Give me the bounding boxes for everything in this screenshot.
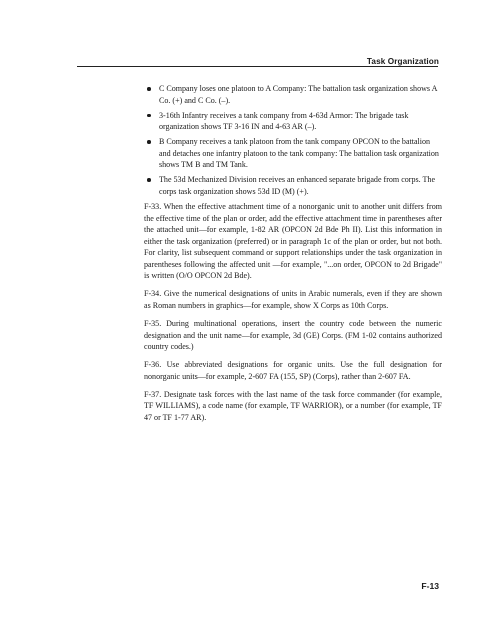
bullet-text: The 53d Mechanized Division receives an enhanced separate brigade from corps. The corps task organization shows 53d ID (M) (+). bbox=[159, 175, 436, 196]
bullet-list bbox=[144, 83, 442, 198]
page-number: F-13 bbox=[421, 581, 439, 591]
bullet-icon bbox=[147, 87, 151, 91]
bullet-icon bbox=[147, 178, 151, 182]
paragraph-f-37: F-37. Designate task forces with the last name of the task force commander (for example, TF WILLIAMS), a code name (for example, TF WARRIOR), or a number (for example, TF 47 or TF 1-77 AR). bbox=[144, 389, 442, 422]
bullet-item bbox=[147, 136, 442, 171]
bullet-icon bbox=[147, 140, 151, 144]
paragraph-f-35: F-35. During multinational operations, insert the country code between the numeric designation and the unit name—for example, 3d (GE) Corps. (FM 1-02 contains authorized country codes.) bbox=[144, 319, 442, 352]
page-body bbox=[144, 83, 442, 430]
running-header-title: Task Organization bbox=[366, 57, 439, 66]
paragraph-f-36: F-36. Use abbreviated designations for organic units. Use the full designation for nonorganic units—for example, 2-607 FA (155, SP) (Corps), rather than 2-607 FA. bbox=[144, 360, 442, 381]
bullet-text: B Company receives a tank platoon from the tank company OPCON to the battalion and detaches one infantry platoon to the tank company: The battalion task organization shows TM B and TM Tank. bbox=[159, 137, 439, 170]
bullet-text: C Company loses one platoon to A Company: The battalion task organization shows A Co. (+) and C Co. (–). bbox=[159, 84, 437, 105]
bullet-icon bbox=[147, 114, 151, 118]
bullet-text: 3-16th Infantry receives a tank company from 4-63d Armor: The brigade task organization shows TF 3-16 IN and 4-63 AR (–). bbox=[159, 110, 409, 132]
paragraph-f-33: F-33. When the effective attachment time of a nonorganic unit to another unit differs from the effective time of the plan or order, add the effective attachment time in parentheses after the attached unit—for example, 1-82 AR (OPCON 2d Bde Ph II). List this information in either the task organization (preferred) or in paragraph 1c of the plan or order, but not both. For clarity, list subsequent command or support relationships under the task organization in parentheses following the affected unit —for example, "...on order, OPCON to 2d Brigade" is written (O/O OPCON 2d Bde). bbox=[144, 201, 442, 281]
bullet-item bbox=[147, 110, 442, 133]
bullet-item bbox=[147, 174, 442, 197]
paragraph-f-34: F-34. Give the numerical designations of units in Arabic numerals, even if they are shown as Roman numbers in graphics—for example, show X Corps as 10th Corps. bbox=[144, 289, 442, 311]
bullet-item bbox=[147, 83, 442, 106]
